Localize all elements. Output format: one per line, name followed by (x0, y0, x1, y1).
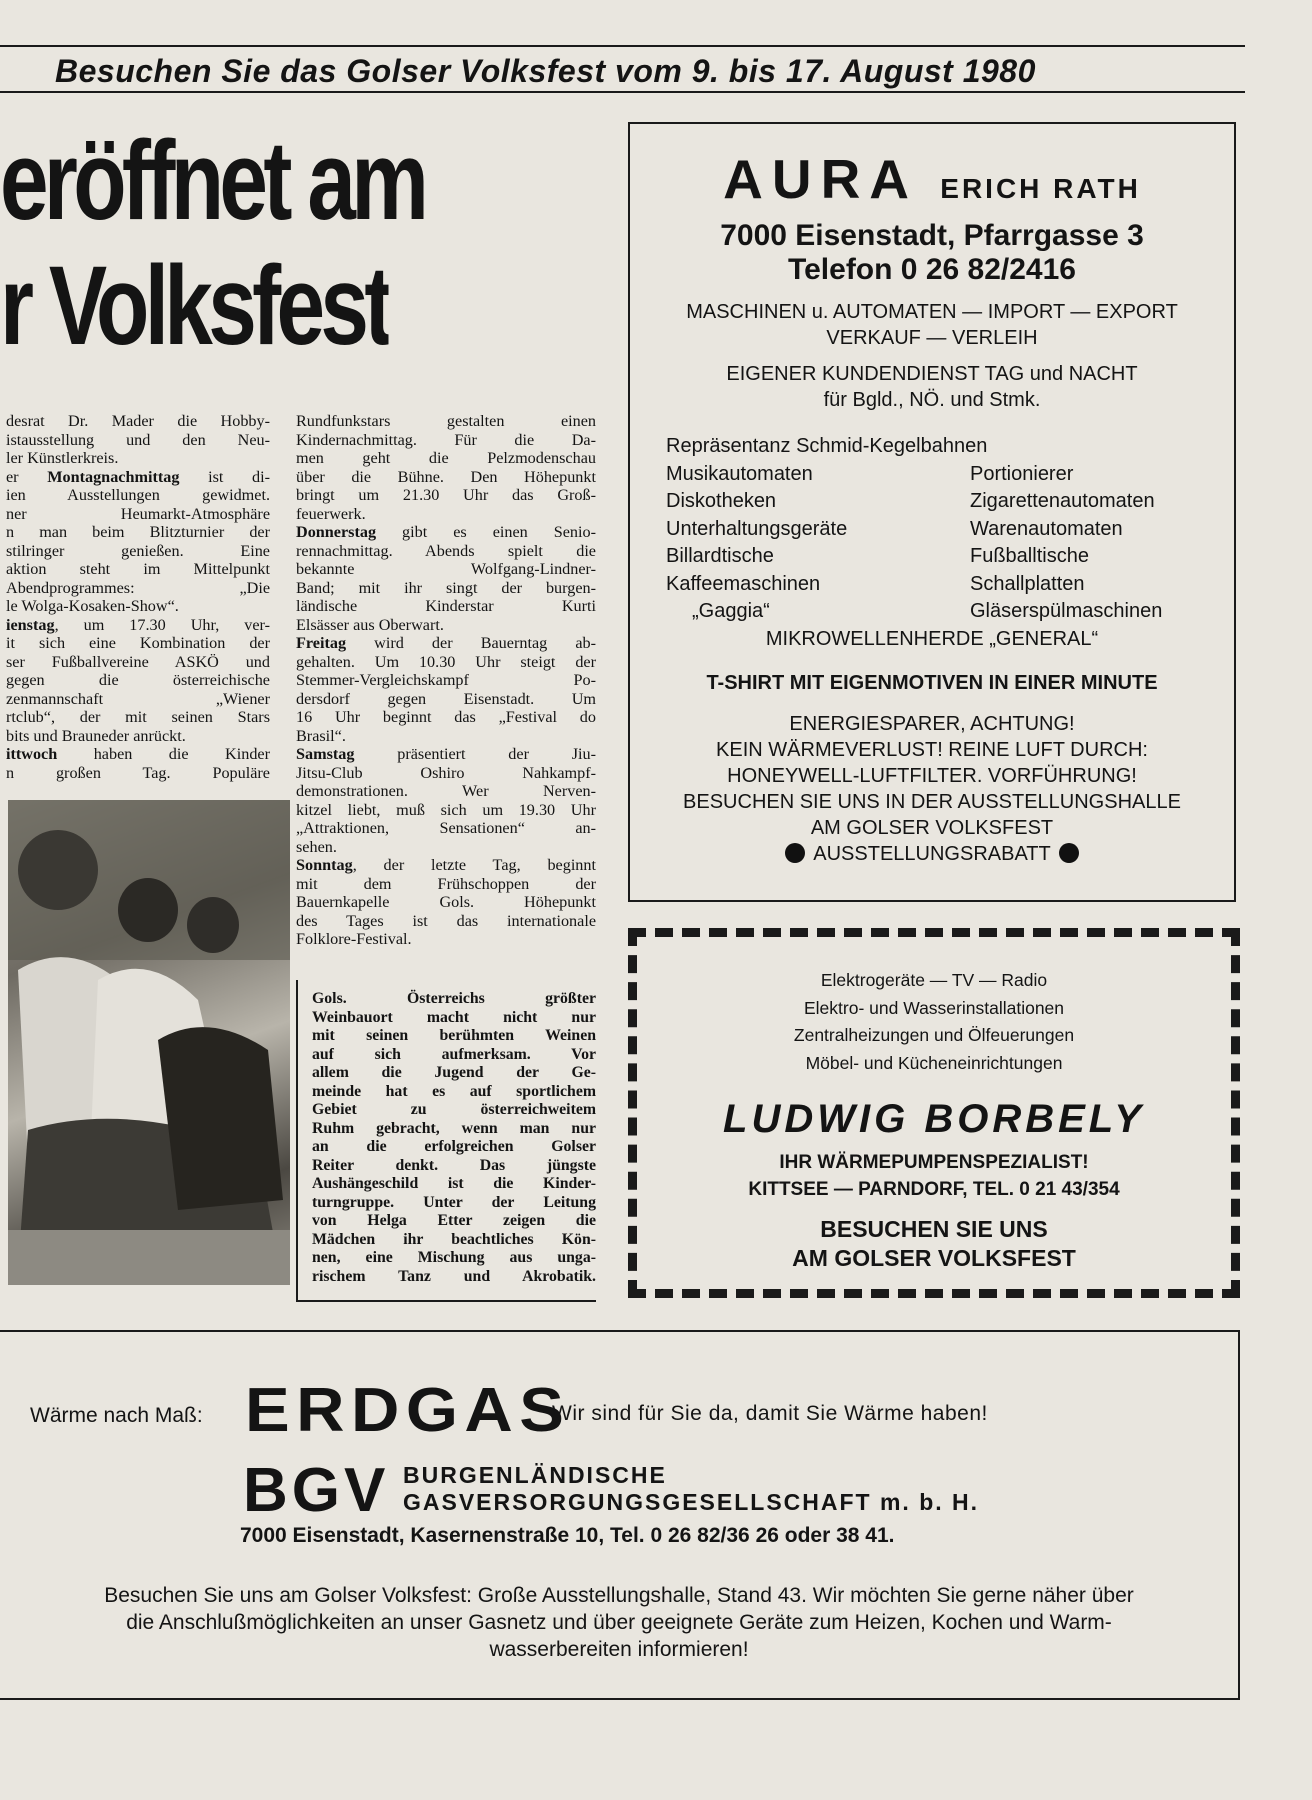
bullet-dot-icon (785, 843, 805, 863)
article-line: istausstellung und den Neu- (6, 430, 270, 449)
article-line: Kindernachmittag. Für die Da- (296, 430, 596, 449)
article-line: Bauernkapelle Gols. Höhepunkt (296, 893, 596, 911)
aura-representation: Repräsentanz Schmid-Kegelbahnen (666, 435, 988, 457)
article-line: Donnerstag gibt es einen Senio- (296, 523, 596, 541)
article-line: „Attraktionen, Sensationen“ an- (296, 819, 596, 837)
info-box-line: allem die Jugend der Ge- (312, 1064, 596, 1081)
gas-body-line: wasserbereiten informieren! (489, 1638, 749, 1661)
bullet-dot-icon (1059, 843, 1079, 863)
aura-microwave: MIKROWELLENHERDE „GENERAL“ (765, 627, 1099, 650)
gas-address: 7000 Eisenstadt, Kasernenstraße 10, Tel. 0 26 82/36 26 oder 38 41. (240, 1524, 895, 1547)
article-line: Brasil“. (296, 726, 346, 745)
article-line: ner Heumarkt-Atmosphäre (6, 504, 270, 523)
borbely-service: Elektro- und Wasserinstallationen (803, 997, 1065, 1018)
article-line: n man beim Blitzturnier der (6, 523, 270, 541)
bgv-logo: BGV (243, 1456, 390, 1525)
headline-line-1: eröffnet am (0, 125, 425, 237)
gas-company-line-1: BURGENLÄNDISCHE (403, 1462, 667, 1488)
article-line: zenmannschaft „Wiener (6, 689, 270, 708)
article-line: Sonntag, der letzte Tag, beginnt (296, 856, 596, 874)
article-column-2 (296, 412, 596, 949)
article-line: demonstrationen. Wer Nerven- (296, 782, 596, 800)
info-box-line: an die erfolgreichen Golser (312, 1138, 596, 1155)
info-box-line: mit seinen berühmten Weinen (312, 1027, 596, 1044)
article-column-1 (6, 412, 270, 782)
article-line: it sich eine Kombination der (6, 634, 270, 652)
article-line: gehalten. Um 10.30 Uhr steigt der (296, 652, 596, 671)
article-line: über die Bühne. Den Höhepunkt (296, 467, 596, 486)
article-line: gegen die österreichische (6, 671, 270, 689)
aura-left-item: Diskotheken (666, 490, 777, 512)
info-box-line: nen, eine Mischung aus unga- (312, 1249, 596, 1266)
article-column-1-text (6, 412, 270, 782)
aura-energy-block (630, 711, 1234, 867)
aura-discount-text: AUSSTELLUNGSRABATT (813, 842, 1051, 865)
info-box-line: turngruppe. Unter der Leitung (312, 1193, 596, 1211)
info-box-line: Gols. Österreichs größter (312, 990, 596, 1007)
borbely-service: Zentralheizungen und Ölfeuerungen (793, 1025, 1075, 1045)
header-banner (0, 45, 1245, 93)
article-column-2-text (296, 412, 596, 949)
aura-energy-line: BESUCHEN SIE UNS IN DER AUSSTELLUNGSHALLE (683, 790, 1181, 813)
aura-tshirt: T-SHIRT MIT EIGENMOTIVEN IN EINER MINUTE (706, 671, 1158, 694)
info-box-line: Aushängeschild ist die Kinder- (312, 1175, 596, 1192)
aura-left-item: Billardtische (666, 545, 774, 567)
borbely-service: Elektrogeräte — TV — Radio (820, 970, 1048, 990)
article-line: rtclub“, der mit seinen Stars (6, 708, 270, 726)
article-line: men geht die Pelzmodenschau (296, 449, 596, 467)
article-line: mit dem Frühschoppen der (296, 874, 596, 893)
gas-company (403, 1462, 979, 1516)
header-banner-text: Besuchen Sie das Golser Volksfest vom 9. bis 17. August 1980 (55, 53, 1036, 89)
aura-energy-line: KEIN WÄRMEVERLUST! REINE LUFT DURCH: (716, 738, 1148, 761)
article-line: Rundfunkstars gestalten einen (296, 412, 596, 430)
info-box-line: von Helga Etter zeigen die (312, 1212, 596, 1229)
aura-energy-line: HONEYWELL-LUFTFILTER. VORFÜHRUNG! (727, 764, 1137, 787)
article-line: kitzel liebt, muß sich um 19.30 Uhr (296, 800, 596, 819)
article-line: bekannte Wolfgang-Lindner- (296, 560, 596, 578)
gas-lead: Wärme nach Maß: (30, 1404, 203, 1427)
article-line: bringt um 21.30 Uhr das Groß- (296, 486, 596, 504)
aura-right-item: Schallplatten (970, 572, 1085, 595)
dance-photo-image (8, 800, 290, 1285)
aura-owner: ERICH RATH (940, 173, 1141, 204)
gas-body (24, 1582, 1214, 1663)
article-line: Band; mit ihr singt der burgen- (296, 578, 596, 597)
aura-brand-title (630, 148, 1234, 210)
info-box-line: Ruhm gebracht, wenn man nur (312, 1119, 596, 1137)
aura-line-1: MASCHINEN u. AUTOMATEN — IMPORT — EXPORT (686, 301, 1178, 323)
article-line: Folklore-Festival. (296, 930, 412, 948)
article-line: bits und Brauneder anrückt. (6, 726, 186, 745)
article-line: stilringer genießen. Eine (6, 541, 270, 560)
aura-product-list (630, 433, 1234, 626)
article-line: aktion steht im Mittelpunkt (6, 560, 270, 578)
borbely-services (637, 967, 1231, 1077)
dance-photo (8, 800, 290, 1285)
aura-left-item: Kaffeemaschinen (666, 572, 821, 595)
aura-right-item: Warenautomaten (970, 517, 1123, 540)
aura-ad (628, 122, 1236, 902)
gas-company-line-2: GASVERSORGUNGSGESELLSCHAFT m. b. H. (403, 1489, 980, 1515)
article-line: sehen. (296, 837, 337, 856)
info-box-line: Weinbauort macht nicht nur (312, 1008, 596, 1026)
aura-address: 7000 Eisenstadt, Pfarrgasse 3 (720, 219, 1144, 252)
article-line: Samstag präsentiert der Jiu- (296, 745, 596, 763)
gas-tagline: Wir sind für Sie da, damit Sie Wärme haben! (552, 1402, 988, 1425)
erdgas-logo: ERDGAS (245, 1376, 571, 1445)
aura-energy-line: ENERGIESPARER, ACHTUNG! (789, 712, 1075, 735)
info-box-line: rischem Tanz und Akrobatik. (312, 1267, 596, 1285)
headline-line-2: r Volksfest (0, 250, 389, 362)
article-line: feuerwerk. (296, 504, 366, 523)
article-line: ländische Kinderstar Kurti (296, 597, 596, 615)
article-line: ienstag, um 17.30 Uhr, ver- (6, 615, 270, 634)
aura-line-2: VERKAUF — VERLEIH (826, 327, 1038, 349)
article-line: rennachmittag. Abends spielt die (296, 541, 596, 560)
aura-discount (630, 841, 1234, 867)
borbely-ad (628, 928, 1240, 1298)
article-line: Jitsu-Club Oshiro Nahkampf- (296, 763, 596, 782)
aura-brand: AURA (723, 148, 916, 210)
info-box-line: Mädchen ihr beachtliches Kön- (312, 1230, 596, 1248)
aura-left-item: Musikautomaten (666, 462, 813, 485)
aura-right-item: Fußballtische (970, 545, 1089, 567)
article-line: desrat Dr. Mader die Hobby- (6, 412, 270, 430)
aura-energy-line: AM GOLSER VOLKSFEST (810, 816, 1054, 839)
gas-body-line: die Anschlußmöglichkeiten an unser Gasnetz und über geeignete Geräte zum Heizen, Kochen und Warm- (126, 1611, 1112, 1634)
gas-body-line: Besuchen Sie uns am Golser Volksfest: Große Ausstellungshalle, Stand 43. Wir möchten Sie gerne näher über (104, 1584, 1134, 1607)
article-line: Freitag wird der Bauerntag ab- (296, 634, 596, 652)
article-line: des Tages ist das internationale (296, 911, 596, 930)
aura-right-item: Gläserspülmaschinen (970, 600, 1163, 622)
article-line: Abendprogrammes: „Die (6, 578, 270, 597)
info-box-text (312, 990, 596, 1286)
info-box (296, 980, 596, 1302)
article-line: dersdorf gegen Eisenstadt. Um (296, 689, 596, 708)
aura-left-item: „Gaggia“ (692, 600, 770, 622)
aura-phone: Telefon 0 26 82/2416 (788, 253, 1076, 286)
article-line: ien Ausstellungen gewidmet. (6, 486, 270, 504)
article-line: 16 Uhr beginnt das „Festival do (296, 708, 596, 726)
borbely-location: KITTSEE — PARNDORF, TEL. 0 21 43/354 (748, 1179, 1120, 1200)
aura-line-3: EIGENER KUNDENDIENST TAG und NACHT (726, 363, 1138, 385)
article-line: Elsässer aus Oberwart. (296, 615, 444, 634)
gas-ad (0, 1330, 1240, 1700)
aura-right-item: Zigarettenautomaten (970, 490, 1155, 512)
borbely-name: LUDWIG BORBELY (723, 1097, 1145, 1141)
article-line: ler Künstlerkreis. (6, 449, 119, 467)
article-line: le Wolga-Kosaken-Show“. (6, 597, 179, 615)
info-box-line: Gebiet zu österreichweitem (312, 1101, 596, 1118)
borbely-visit-2: AM GOLSER VOLKSFEST (792, 1245, 1076, 1271)
article-line: ittwoch haben die Kinder (6, 745, 270, 763)
aura-left-item: Unterhaltungsgeräte (666, 517, 848, 540)
borbely-visit-1: BESUCHEN SIE UNS (820, 1216, 1048, 1242)
aura-line-4: für Bgld., NÖ. und Stmk. (823, 389, 1041, 411)
info-box-line: auf sich aufmerksam. Vor (312, 1045, 596, 1063)
borbely-service: Möbel- und Kücheneinrichtungen (805, 1052, 1063, 1073)
article-line: Stemmer-Vergleichskampf Po- (296, 671, 596, 689)
article-line: er Montagnachmittag ist di- (6, 467, 271, 486)
info-box-line: meinde hat es auf sportlichem (312, 1082, 596, 1100)
article-line: n großen Tag. Populäre (6, 763, 270, 782)
aura-right-item: Portionierer (970, 462, 1074, 485)
article-line: ser Fußballvereine ASKÖ und (6, 652, 270, 671)
info-box-line: Reiter denkt. Das jüngste (312, 1156, 596, 1174)
borbely-slogan: IHR WÄRMEPUMPENSPEZIALIST! (779, 1152, 1089, 1173)
